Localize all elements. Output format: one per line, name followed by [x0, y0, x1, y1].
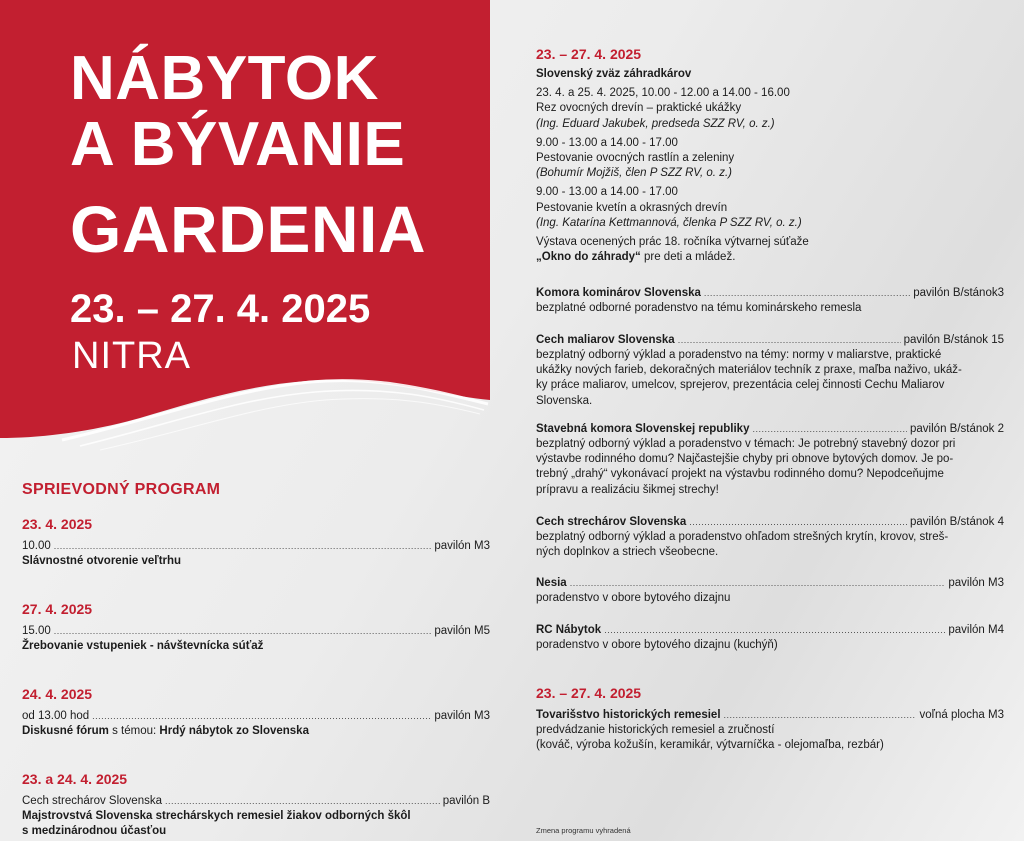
exhibitor-row	[536, 623, 1004, 638]
org-name: Slovenský zväz záhradkárov	[536, 68, 692, 80]
szz-section	[536, 46, 1004, 265]
event-title: Diskusné fórum s témou: Hrdý nábytok zo Slovenska	[22, 725, 309, 737]
exhibitor-row	[536, 286, 1004, 301]
lecture-time: 23. 4. a 25. 4. 2025, 10.00 - 12.00 a 14.00 - 16.00	[536, 87, 790, 100]
event-location: pavilón B	[442, 795, 490, 807]
hero-banner	[0, 0, 490, 460]
exhibitor-desc: poradenstvo v obore bytového dizajnu	[536, 592, 731, 604]
exhibitor-row	[536, 333, 1004, 348]
exhibitor-desc: výstavbe rodinného domu? Najčastejšie chyby pri obnove bytových domov. Je po-	[536, 453, 954, 466]
lecture-time: 9.00 - 13.00 a 14.00 - 17.00	[536, 186, 678, 199]
exhibitor	[536, 515, 1004, 560]
lecture-speaker: (Ing. Katarína Kettmannová, členka P SZZ RV, o. z.)	[536, 216, 802, 229]
event-title: Slávnostné otvorenie veľtrhu	[22, 555, 182, 567]
exhibitor-desc: ky práce maliarov, umelcov, sprejerov, prezentácia celej činnosti Cechu Maliarov	[536, 379, 945, 392]
program-event	[22, 686, 490, 739]
title-line-1: NÁBYTOK	[70, 44, 379, 113]
exhibitor-row	[536, 576, 1004, 591]
exhibitor-name: Cech maliarov Slovenska	[536, 334, 675, 346]
exhibitor	[536, 576, 1004, 606]
lecture-speaker: (Bohumír Mojžiš, člen P SZZ RV, o. z.)	[536, 167, 732, 180]
event-city: NITRA	[72, 335, 191, 377]
exhibitor-desc: prípravu a realizáciu šikmej strechy!	[536, 483, 719, 496]
exhibitor-location: pavilón B/stánok 2	[910, 423, 1004, 435]
lecture-speaker: (Ing. Eduard Jakubek, predseda SZZ RV, o. z.)	[536, 117, 775, 130]
exhibitor-location: pavilón M4	[948, 624, 1004, 636]
event-location: pavilón M3	[434, 710, 490, 722]
title-line-2: A BÝVANIE	[70, 110, 406, 179]
exhibitor-desc: bezplatný odborný výklad a poradenstvo na témy: normy v maliarstve, praktické	[536, 349, 942, 361]
event-time-row	[22, 794, 490, 809]
exhibitor-location: pavilón B/stánok 4	[910, 516, 1004, 528]
exhibitor-name: Cech strechárov Slovenska	[536, 516, 687, 528]
exhibitor-location: pavilón M3	[948, 577, 1004, 589]
exhibitor-location: pavilón B/stánok 15	[903, 334, 1004, 346]
exhibitor-row	[536, 708, 1004, 723]
event-time-row	[22, 709, 490, 724]
exhibit-text: „Okno do záhrady“ pre deti a mládež.	[536, 251, 736, 264]
exhibitor-desc: ných doplnkov a striech všeobecne.	[536, 546, 719, 559]
exhibitor	[536, 623, 1004, 653]
event-time: od 13.00 hod	[22, 710, 90, 722]
exhibitor-desc: (kováč, výroba kožušín, keramikár, výtvarníčka - olejomaľba, rezbár)	[536, 739, 884, 752]
exhibitor-desc: trebný „drahý“ vykonávací projekt na výstavbu rodinného domu? Nepodceňujme	[536, 468, 944, 481]
exhibitor-desc: bezplatný odborný výklad a poradenstvo v témach: Je potrebný stavebný dozor pri	[536, 438, 956, 450]
event-organizer: Cech strechárov Slovenska	[22, 795, 162, 807]
title-line-3: GARDENIA	[70, 192, 427, 266]
event-time-row	[22, 539, 490, 554]
footnote: Zmena programu vyhradená	[536, 826, 631, 835]
exhibitor-desc: predvádzanie historických remesiel a zručností	[536, 724, 775, 736]
exhibitor-location: pavilón B/stánok3	[913, 287, 1004, 299]
exhibit-text: Výstava ocenených prác 18. ročníka výtvarnej súťaže	[536, 236, 809, 249]
lecture-time: 9.00 - 13.00 a 14.00 - 17.00	[536, 136, 678, 149]
section-date: 23. – 27. 4. 2025	[536, 46, 642, 62]
lecture-topic: Rez ovocných drevín – praktické ukážky	[536, 102, 742, 115]
exhibitor-desc: poradenstvo v obore bytového dizajnu (kuchýň)	[536, 639, 778, 651]
event-date: 23. a 24. 4. 2025	[22, 771, 128, 787]
event-title: Žrebovanie vstupeniek - návštevnícka súťaž	[22, 640, 264, 652]
program-heading: SPRIEVODNÝ PROGRAM	[22, 481, 221, 498]
exhibitor	[536, 286, 1004, 316]
event-time-row	[22, 624, 490, 639]
exhibitor	[536, 422, 1004, 498]
exhibitor-name: Nesia	[536, 577, 567, 589]
section-date: 23. – 27. 4. 2025	[536, 685, 642, 701]
event-title: Majstrovstvá Slovenska strechárskych remesiel žiakov odborných škôl	[22, 810, 411, 822]
event-location: pavilón M3	[434, 540, 490, 552]
exhibitor-name: RC Nábytok	[536, 624, 602, 636]
exhibitor-desc: bezplatný odborný výklad a poradenstvo ohľadom strešných krytín, krovov, streš-	[536, 531, 949, 543]
event-dates: 23. – 27. 4. 2025	[70, 287, 371, 331]
exhibitor-row	[536, 515, 1004, 530]
exhibitor-name: Tovarišstvo historických remesiel	[536, 709, 721, 721]
event-title-cont: s medzinárodnou účasťou	[22, 825, 167, 837]
event-time: 10.00	[22, 540, 51, 552]
exhibitor-desc: bezplatné odborné poradenstvo na tému kominárskeho remesla	[536, 302, 862, 314]
exhibitor-name: Komora kominárov Slovenska	[536, 287, 701, 299]
exhibitor-desc: Slovenska.	[536, 394, 593, 407]
event-date: 24. 4. 2025	[22, 686, 93, 702]
event-location: pavilón M5	[434, 625, 490, 637]
historic-section	[536, 685, 1004, 753]
event-date: 27. 4. 2025	[22, 601, 93, 617]
exhibitor-location: voľná plocha M3	[919, 709, 1004, 721]
exhibitor	[536, 333, 1004, 409]
lecture-topic: Pestovanie kvetín a okrasných drevín	[536, 201, 728, 214]
event-date: 23. 4. 2025	[22, 516, 93, 532]
exhibitor-desc: ukážky nových farieb, dekoračných materiálov techník z praxe, maľba naživo, ukáž-	[536, 364, 962, 377]
program-event	[22, 771, 490, 839]
exhibitor-name: Stavebná komora Slovenskej republiky	[536, 423, 750, 435]
program-event	[22, 516, 490, 569]
event-time: 15.00	[22, 625, 51, 637]
lecture-topic: Pestovanie ovocných rastlín a zeleniny	[536, 152, 735, 165]
exhibitor-row	[536, 422, 1004, 437]
program-event	[22, 601, 490, 654]
